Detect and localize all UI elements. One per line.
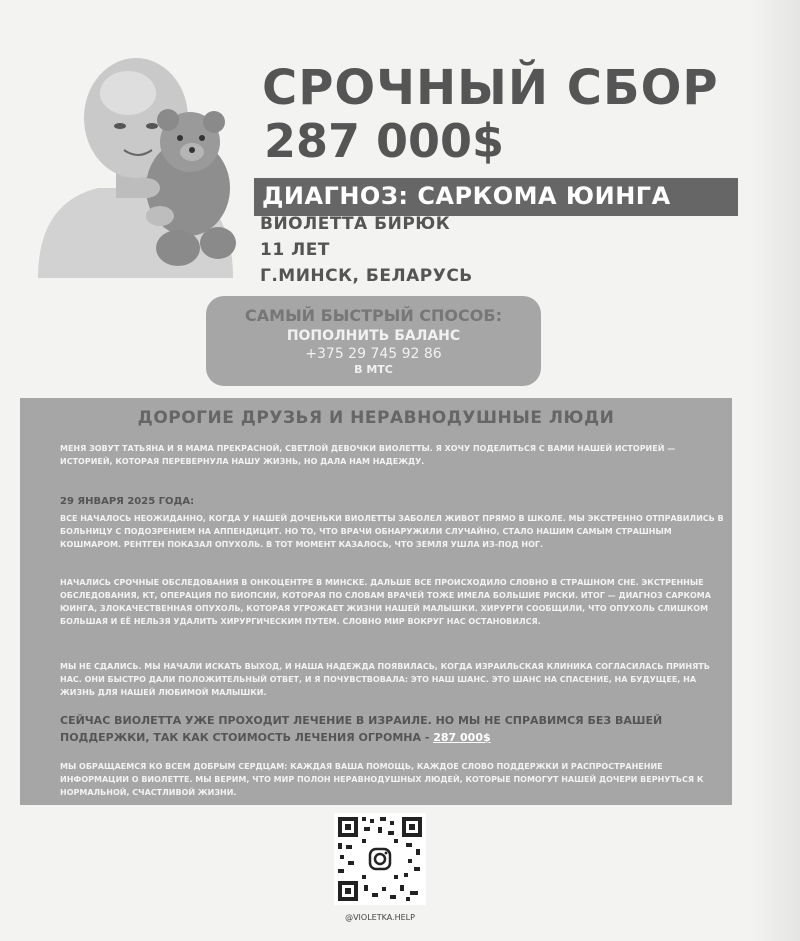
girl-with-teddy-photo xyxy=(28,38,240,278)
letter-paragraph-4-sum: 287 000$ xyxy=(433,731,491,744)
letter-paragraph-3: МЫ НЕ СДАЛИСЬ. МЫ НАЧАЛИ ИСКАТЬ ВЫХОД, И НАША НАДЕЖДА ПОЯВИЛАСЬ, КОГДА ИЗРАИЛЬСКАЯ КЛИНИКА СОГЛАСИЛАСЬ ПРИНЯТЬ НАС. ОНИ БЫСТРО ДАЛИ ПОЛОЖИТЕЛЬНЫЙ ОТВЕТ, И Я ПОЧУВСТВОВАЛА: ЭТО НАШ ШАНС. ЭТО ШАНС НА СПАСЕНИЕ, НА БУДУЩЕЕ, НА ЖИЗНЬ ДЛЯ НАШЕЙ ЛЮБИМОЙ МАЛЫШКИ. xyxy=(60,662,710,697)
patient-age: 11 ЛЕТ xyxy=(260,240,330,260)
instagram-handle[interactable]: @VIOLETKA.HELP xyxy=(345,913,415,922)
fundraiser-title: СРОЧНЫЙ СБОР xyxy=(262,60,719,116)
letter-paragraph-5: МЫ ОБРАЩАЕМСЯ КО ВСЕМ ДОБРЫМ СЕРДЦАМ: КАЖДАЯ ВАША ПОМОЩЬ, КАЖДОЕ СЛОВО ПОДДЕРЖКИ И РАСПРОСТРАНЕНИЕ ИНФОРМАЦИИ О ВИОЛЕТТЕ. МЫ ВЕРИМ, ЧТО МИР ПОЛОН НЕРАВНОДУШНЫХ ЛЮДЕЙ, КОТОРЫЕ ПОМОГУТ НАШЕЙ ДОЧЕРИ ВЕРНУТЬСЯ К НОРМАЛЬНОЙ, СЧАСТЛИВОЙ ЖИЗНИ. xyxy=(60,762,704,797)
diagnosis-banner xyxy=(254,178,738,216)
paper-edge-shadow xyxy=(750,0,800,941)
letter-box xyxy=(20,398,732,805)
fundraiser-amount: 287 000$ xyxy=(264,114,505,168)
payment-operator: В МТС xyxy=(354,363,393,376)
patient-city: Г.МИНСК, БЕЛАРУСЬ xyxy=(260,266,473,286)
letter-date: 29 ЯНВАРЯ 2025 ГОДА: xyxy=(60,496,195,507)
payment-action: ПОПОЛНИТЬ БАЛАНС xyxy=(286,328,461,344)
payment-heading: САМЫЙ БЫСТРЫЙ СПОСОБ: xyxy=(245,306,502,325)
letter-paragraph-1: ВСЕ НАЧАЛОСЬ НЕОЖИДАННО, КОГДА У НАШЕЙ ДОЧЕНЬКИ ВИОЛЕТТЫ ЗАБОЛЕЛ ЖИВОТ ПРЯМО В ШКОЛЕ. МЫ ЭКСТРЕННО ОТПРАВИЛИСЬ В БОЛЬНИЦУ С ПОДОЗРЕНИЕМ НА АППЕНДИЦИТ. НО ТО, ЧТО ВРАЧИ ОБНАРУЖИЛИ СЛУЧАЙНО, СТАЛО НАШИМ САМЫМ СТРАШНЫМ КОШМАРОМ. РЕНТГЕН ПОКАЗАЛ ОПУХОЛЬ. В ТОТ МОМЕНТ КАЗАЛОСЬ, ЧТО ЗЕМЛЯ УШЛА ИЗ-ПОД НОГ. xyxy=(60,514,724,549)
payment-phone: +375 29 745 92 86 xyxy=(305,346,442,362)
diagnosis-text: ДИАГНОЗ: САРКОМА ЮИНГА xyxy=(262,182,671,210)
letter-heading: ДОРОГИЕ ДРУЗЬЯ И НЕРАВНОДУШНЫЕ ЛЮДИ xyxy=(137,408,615,428)
patient-name: ВИОЛЕТТА БИРЮК xyxy=(260,214,451,234)
qr-code[interactable] xyxy=(334,813,426,905)
letter-paragraph-4-text: СЕЙЧАС ВИОЛЕТТА УЖЕ ПРОХОДИТ ЛЕЧЕНИЕ В ИЗРАИЛЕ. НО МЫ НЕ СПРАВИМСЯ БЕЗ ВАШЕЙ ПОДДЕРЖКИ, ТАК КАК СТОИМОСТЬ ЛЕЧЕНИЯ ОГРОМНА - xyxy=(60,714,663,744)
letter-intro: МЕНЯ ЗОВУТ ТАТЬЯНА И Я МАМА ПРЕКРАСНОЙ, СВЕТЛОЙ ДЕВОЧКИ ВИОЛЕТТЫ. Я ХОЧУ ПОДЕЛИТЬСЯ С ВАМИ НАШЕЙ ИСТОРИЕЙ — ИСТОРИЕЙ, КОТОРАЯ ПЕРЕВЕРНУЛА НАШУ ЖИЗНЬ, НО ДАЛА НАМ НАДЕЖДУ. xyxy=(60,444,676,466)
payment-box xyxy=(206,296,541,386)
letter-paragraph-2: НАЧАЛИСЬ СРОЧНЫЕ ОБСЛЕДОВАНИЯ В ОНКОЦЕНТРЕ В МИНСКЕ. ДАЛЬШЕ ВСЕ ПРОИСХОДИЛО СЛОВНО В СТРАШНОМ СНЕ. ЭКСТРЕННЫЕ ОБСЛЕДОВАНИЯ, КТ, ОПЕРАЦИЯ ПО БИОПСИИ, КОТОРАЯ ПО СЛОВАМ ВРАЧЕЙ ТОЖЕ ИМЕЛА БОЛЬШИЕ РИСКИ. ИТОГ — ДИАГНОЗ САРКОМА ЮИНГА, ЗЛОКАЧЕСТВЕННАЯ ОПУХОЛЬ, КОТОРАЯ УГРОЖАЕТ ЖИЗНИ НАШЕЙ МАЛЫШКИ. ХИРУРГИ СООБЩИЛИ, ЧТО ОПУХОЛЬ СЛИШКОМ БОЛЬШАЯ И ЕЁ НЕЛЬЗЯ УДАЛИТЬ ХИРУРГИЧЕСКИМ ПУТЕМ. СЛОВНО МИР ВОКРУГ НАС ОСТАНОВИЛСЯ. xyxy=(60,578,711,626)
letter-paragraph-4 xyxy=(60,712,724,746)
